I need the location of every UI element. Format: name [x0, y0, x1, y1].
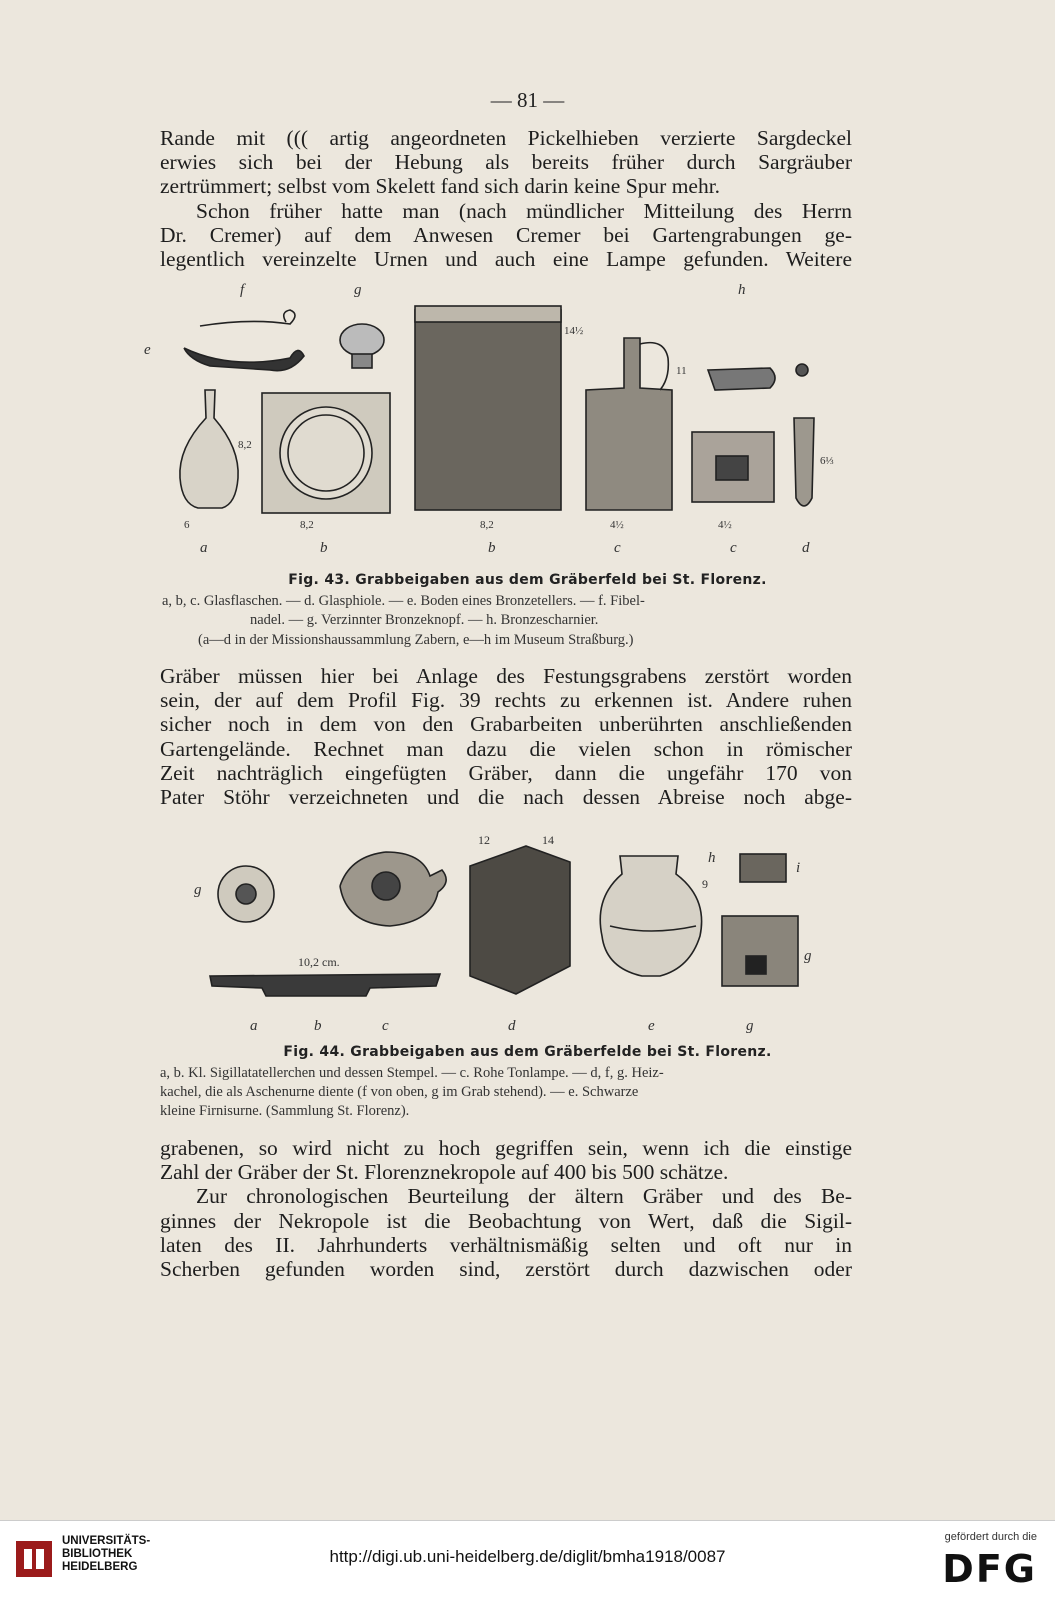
fig43-caption-line: (a—d in der Missionshaussammlung Zabern, e—h im Museum Straßburg.) — [198, 632, 634, 648]
fig44-caption-line: kachel, die als Aschenurne diente (f von oben, g im Grab stehend). — e. Schwarze — [160, 1084, 639, 1100]
fig44-label-i: i — [796, 860, 801, 876]
text-line: Scherben gefunden worden sind, zerstört durch dazwischen oder — [160, 1257, 852, 1282]
text-line: Zeit nachträglich eingefügten Gräber, dann die ungefähr 170 von — [160, 760, 852, 785]
bronze-knob-drawing — [340, 324, 384, 356]
measure-label: 11 — [676, 365, 687, 377]
fig43-label-a: a — [200, 540, 208, 556]
dfg-logo: DFG — [942, 1547, 1037, 1591]
fig43-label-b: b — [488, 540, 496, 556]
text-line: erwies sich bei der Hebung als bereits früher durch Sargräuber — [160, 150, 852, 175]
fibula-drawing — [200, 310, 295, 326]
fig44-title: Fig. 44. Grabbeigaben aus dem Gräberfelde bei St. Florenz. — [283, 1044, 772, 1060]
fig43-label-g: g — [354, 282, 362, 298]
text-line: Gräber müssen hier bei Anlage des Festungsgrabens zerstört worden — [160, 664, 852, 688]
glass-flask-a-drawing — [180, 390, 238, 508]
fig43-label-c: c — [730, 540, 737, 556]
fig44-label-g: g — [194, 882, 202, 898]
fig43-caption-line: a, b, c. Glasflaschen. — d. Glasphiole. — e. Boden eines Bronzetellers. — f. Fibel- — [162, 593, 645, 609]
sigillata-plate-profile-drawing — [210, 974, 440, 996]
text-line: zertrümmert; selbst vom Skelett fand sich darin keine Spur mehr. — [160, 174, 721, 199]
glass-phial-drawing — [794, 418, 814, 506]
fig43-label-f: f — [240, 282, 245, 298]
heating-tile-drawing — [470, 846, 570, 994]
fig44-label-g: g — [804, 948, 812, 964]
fig43-label-e: e — [144, 342, 151, 358]
paragraph-2 — [160, 664, 852, 809]
text-line: Gartengelände. Rechnet man dazu die vielen schon in römischer — [160, 736, 852, 761]
bronze-fragment-drawing — [184, 348, 304, 371]
measure-label: 14 — [542, 833, 554, 847]
paragraph-3 — [160, 1136, 852, 1281]
text-line: ginnes der Nekropole ist die Beobachtung von Wert, daß die Sigil- — [160, 1208, 852, 1233]
text-line: grabenen, so wird nicht zu hoch gegriffen sein, wenn ich die einstige — [160, 1136, 852, 1160]
text-line: Pater Stöhr verzeichneten und die nach dessen Abreise noch abge- — [160, 785, 852, 810]
text-line: Schon früher hatte man (nach mündlicher Mitteilung des Herrn — [196, 198, 852, 223]
measure-label: 12 — [478, 833, 490, 847]
fig43-label-b: b — [320, 540, 328, 556]
glass-jug-drawing — [586, 338, 672, 510]
fig44-label-b: b — [314, 1018, 322, 1034]
fig44-label-g: g — [746, 1018, 754, 1034]
grave-section-drawing — [722, 916, 798, 986]
measure-label: 4½ — [610, 519, 624, 531]
bronze-hinge-drawing — [708, 368, 775, 390]
funding-note: gefördert durch die — [944, 1531, 1037, 1543]
measure-label: 8,2 — [300, 519, 314, 531]
text-line: laten des II. Jahrhunderts verhältnismäßig selten und oft nur in — [160, 1232, 852, 1257]
measure-label: 8,2 — [480, 519, 494, 531]
measure-label: 14½ — [564, 325, 584, 337]
footer-bar — [0, 1520, 1055, 1597]
fig43-label-d: d — [802, 540, 810, 556]
fig43-caption-line: nadel. — g. Verzinnter Bronzeknopf. — h. Bronzescharnier. — [250, 612, 599, 628]
varnish-urn-drawing — [600, 856, 701, 976]
text-line: Dr. Cremer) auf dem Anwesen Cremer bei Gartengrabungen ge- — [160, 222, 852, 247]
text-line: sicher noch in dem von den Grabarbeiten unberührten anschließenden — [160, 712, 852, 737]
measure-label: 9 — [702, 877, 708, 891]
text-line: Rande mit ((( artig angeordneten Pickelhieben verzierte Sargdeckel — [160, 126, 852, 150]
text-line: Zur chronologischen Beurteilung der ältern Gräber und des Be- — [196, 1184, 852, 1209]
fig44-caption-line: kleine Firnisurne. (Sammlung St. Florenz). — [160, 1103, 410, 1119]
fig44-label-d: d — [508, 1018, 516, 1034]
fig44-label-c: c — [382, 1018, 389, 1034]
figure-44 — [190, 826, 840, 1041]
source-url-link[interactable]: http://digi.ub.uni-heidelberg.de/diglit/bmha1918/0087 — [329, 1547, 726, 1566]
fig44-label-e: e — [648, 1018, 655, 1034]
fig44-label-a: a — [250, 1018, 258, 1034]
measure-label: 6 — [184, 519, 190, 531]
fig43-title: Fig. 43. Grabbeigaben aus dem Gräberfeld bei St. Florenz. — [288, 572, 767, 588]
measure-label: 10,2 cm. — [298, 955, 340, 969]
fig43-label-c: c — [614, 540, 621, 556]
tall-square-bottle-drawing — [415, 310, 561, 510]
text-line: Zahl der Gräber der St. Florenznekropole auf 400 bis 500 schätze. — [160, 1160, 729, 1185]
measure-label: 6⅓ — [820, 455, 834, 467]
measure-label: 4½ — [718, 519, 732, 531]
paragraph-1 — [160, 126, 852, 271]
fig44-caption-line: a, b. Kl. Sigillatatellerchen und dessen Stempel. — c. Rohe Tonlampe. — d, f, g. Heiz- — [160, 1065, 664, 1081]
figure-43 — [140, 278, 860, 568]
text-line: sein, der auf dem Profil Fig. 39 rechts zu erkennen ist. Andere ruhen — [160, 688, 852, 713]
measure-label: 8,2 — [238, 439, 252, 451]
tile-top-view-drawing — [740, 854, 786, 882]
text-line: legentlich vereinzelte Urnen und auch eine Lampe gefunden. Weitere — [160, 247, 852, 272]
fig43-label-h: h — [738, 282, 746, 298]
page-number: — 81 — — [490, 88, 565, 112]
library-name: UNIVERSITÄTS- BIBLIOTHEK HEIDELBERG — [62, 1535, 151, 1573]
fig44-label-h: h — [708, 850, 716, 866]
